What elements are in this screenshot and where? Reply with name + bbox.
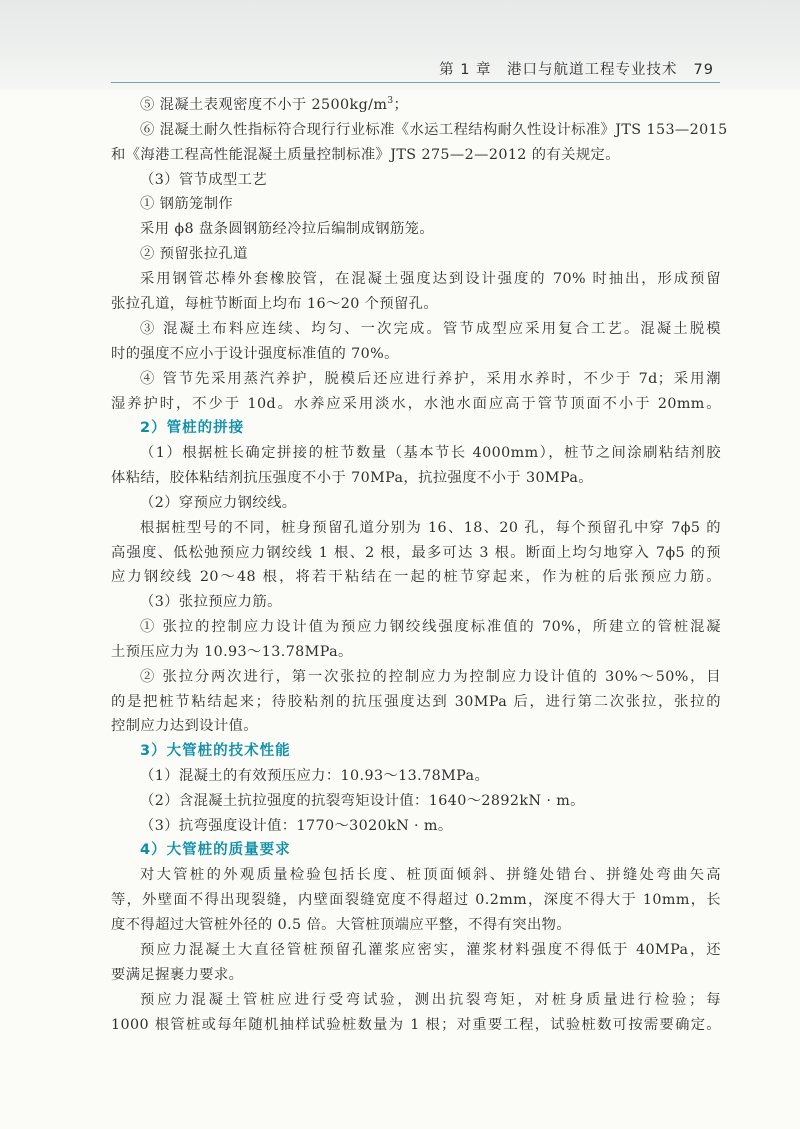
chapter-title: 第 1 章 港口与航道工程专业技术 xyxy=(439,62,678,78)
text-line: ① 钢筋笼制作 xyxy=(140,196,234,212)
text-line: 土预压应力为 10.93～13.78MPa。 xyxy=(111,644,353,660)
text-line: 的是把桩节粘结起来；待胶粘剂的抗压强度达到 30MPa 后，进行第二次张拉，张拉的 xyxy=(111,694,721,710)
page-number: 79 xyxy=(693,62,714,78)
text-line: ② 预留张拉孔道 xyxy=(140,246,248,262)
text-line: （3）抗弯强度设计值：1770～3020kN · m。 xyxy=(140,818,453,834)
section-heading: 2）管桩的拼接 xyxy=(140,420,245,436)
text-line: （3）管节成型工艺 xyxy=(140,172,268,188)
section-heading: 3）大管桩的技术性能 xyxy=(140,743,291,759)
text-line: 对大管桩的外观质量检验包括长度、桩顶面倾斜、拼缝处错台、拼缝处弯曲矢高 xyxy=(140,867,721,883)
text-line: ③ 混凝土布料应连续、均匀、一次完成。管节成型应采用复合工艺。混凝土脱模 xyxy=(140,321,721,337)
text-line: 张拉孔道，每桩节断面上均布 16～20 个预留孔。 xyxy=(111,296,439,312)
text-line: 和《海港工程高性能混凝土质量控制标准》JTS 275—2—2012 的有关规定。 xyxy=(111,147,620,163)
text-line: 时的强度不应小于设计强度标准值的 70%。 xyxy=(111,346,399,362)
text-line: 1000 根管桩或每年随机抽样试验桩数量为 1 根；对重要工程，试验桩数可按需要确定。 xyxy=(111,1017,721,1033)
text-line: 根据桩型号的不同，桩身预留孔道分别为 16、18、20 孔，每个预留孔中穿 7ϕ5 的 xyxy=(140,520,721,536)
text-line: ⑤ 混凝土表观密度不小于 $2500kg/m^3$； xyxy=(140,96,409,113)
text-line: 度不得超过大管桩外径的 0.5 倍。大管桩顶端应平整，不得有突出物。 xyxy=(111,917,572,933)
text-line: 控制应力达到设计值。 xyxy=(111,718,258,734)
text-line: 采用 ϕ8 盘条圆钢筋经冷拉后编制成钢筋笼。 xyxy=(140,221,435,237)
text-line: 体粘结，胶体粘结剂抗压强度不小于 70MPa，抗拉强度不小于 30MPa。 xyxy=(111,470,593,486)
superscript: 3 xyxy=(387,96,394,106)
text-line: （1）混凝土的有效预压应力：10.93～13.78MPa。 xyxy=(140,768,490,784)
text-line: 应力钢绞线 20～48 根，将若干粘结在一起的桩节穿起来，作为桩的后张预应力筋。 xyxy=(111,569,721,585)
text-line: 高强度、低松弛预应力钢绞线 1 根、2 根，最多可达 3 根。断面上均匀地穿入 7ϕ5 的预 xyxy=(111,545,721,561)
text-line: 预应力混凝土大直径管桩预留孔灌浆应密实，灌浆材料强度不得低于 40MPa，还 xyxy=(140,942,721,958)
text-line: （1）根据桩长确定拼接的桩节数量（基本节长 4000mm），桩节之间涂刷粘结剂胶 xyxy=(140,445,721,461)
text-line: 预应力混凝土管桩应进行受弯试验，测出抗裂弯矩，对桩身质量进行检验；每 xyxy=(140,992,721,1008)
text-line: （2）含混凝土抗拉强度的抗裂弯矩设计值：1640～2892kN · m。 xyxy=(140,793,585,809)
text-line: （2）穿预应力钢绞线。 xyxy=(140,495,297,511)
text-line: ① 张拉的控制应力设计值为预应力钢绞线强度标准值的 70%，所建立的管桩混凝 xyxy=(140,619,721,635)
text-line: ⑥ 混凝土耐久性指标符合现行行业标准《水运工程结构耐久性设计标准》JTS 153—2015 xyxy=(140,122,728,138)
text-line: 湿养护时，不少于 10d。水养应采用淡水，水池水面应高于管节顶面不小于 20mm。 xyxy=(111,396,721,412)
text-line: 要满足握裹力要求。 xyxy=(111,967,244,983)
text-line: 等，外壁面不得出现裂缝，内壁面裂缝宽度不得超过 0.2mm，深度不得大于 10mm，长 xyxy=(111,892,721,908)
text-line: ④ 管节先采用蒸汽养护，脱模后还应进行养护，采用水养时，不少于 7d；采用潮 xyxy=(140,371,721,387)
text-line: ② 张拉分两次进行，第一次张拉的控制应力为控制应力设计值的 30%～50%，目 xyxy=(140,669,721,685)
text-line: （3）张拉预应力筋。 xyxy=(140,594,282,610)
text-line: 采用钢管芯棒外套橡胶管，在混凝土强度达到设计强度的 70% 时抽出，形成预留 xyxy=(140,271,721,287)
section-heading: 4）大管桩的质量要求 xyxy=(140,842,291,858)
